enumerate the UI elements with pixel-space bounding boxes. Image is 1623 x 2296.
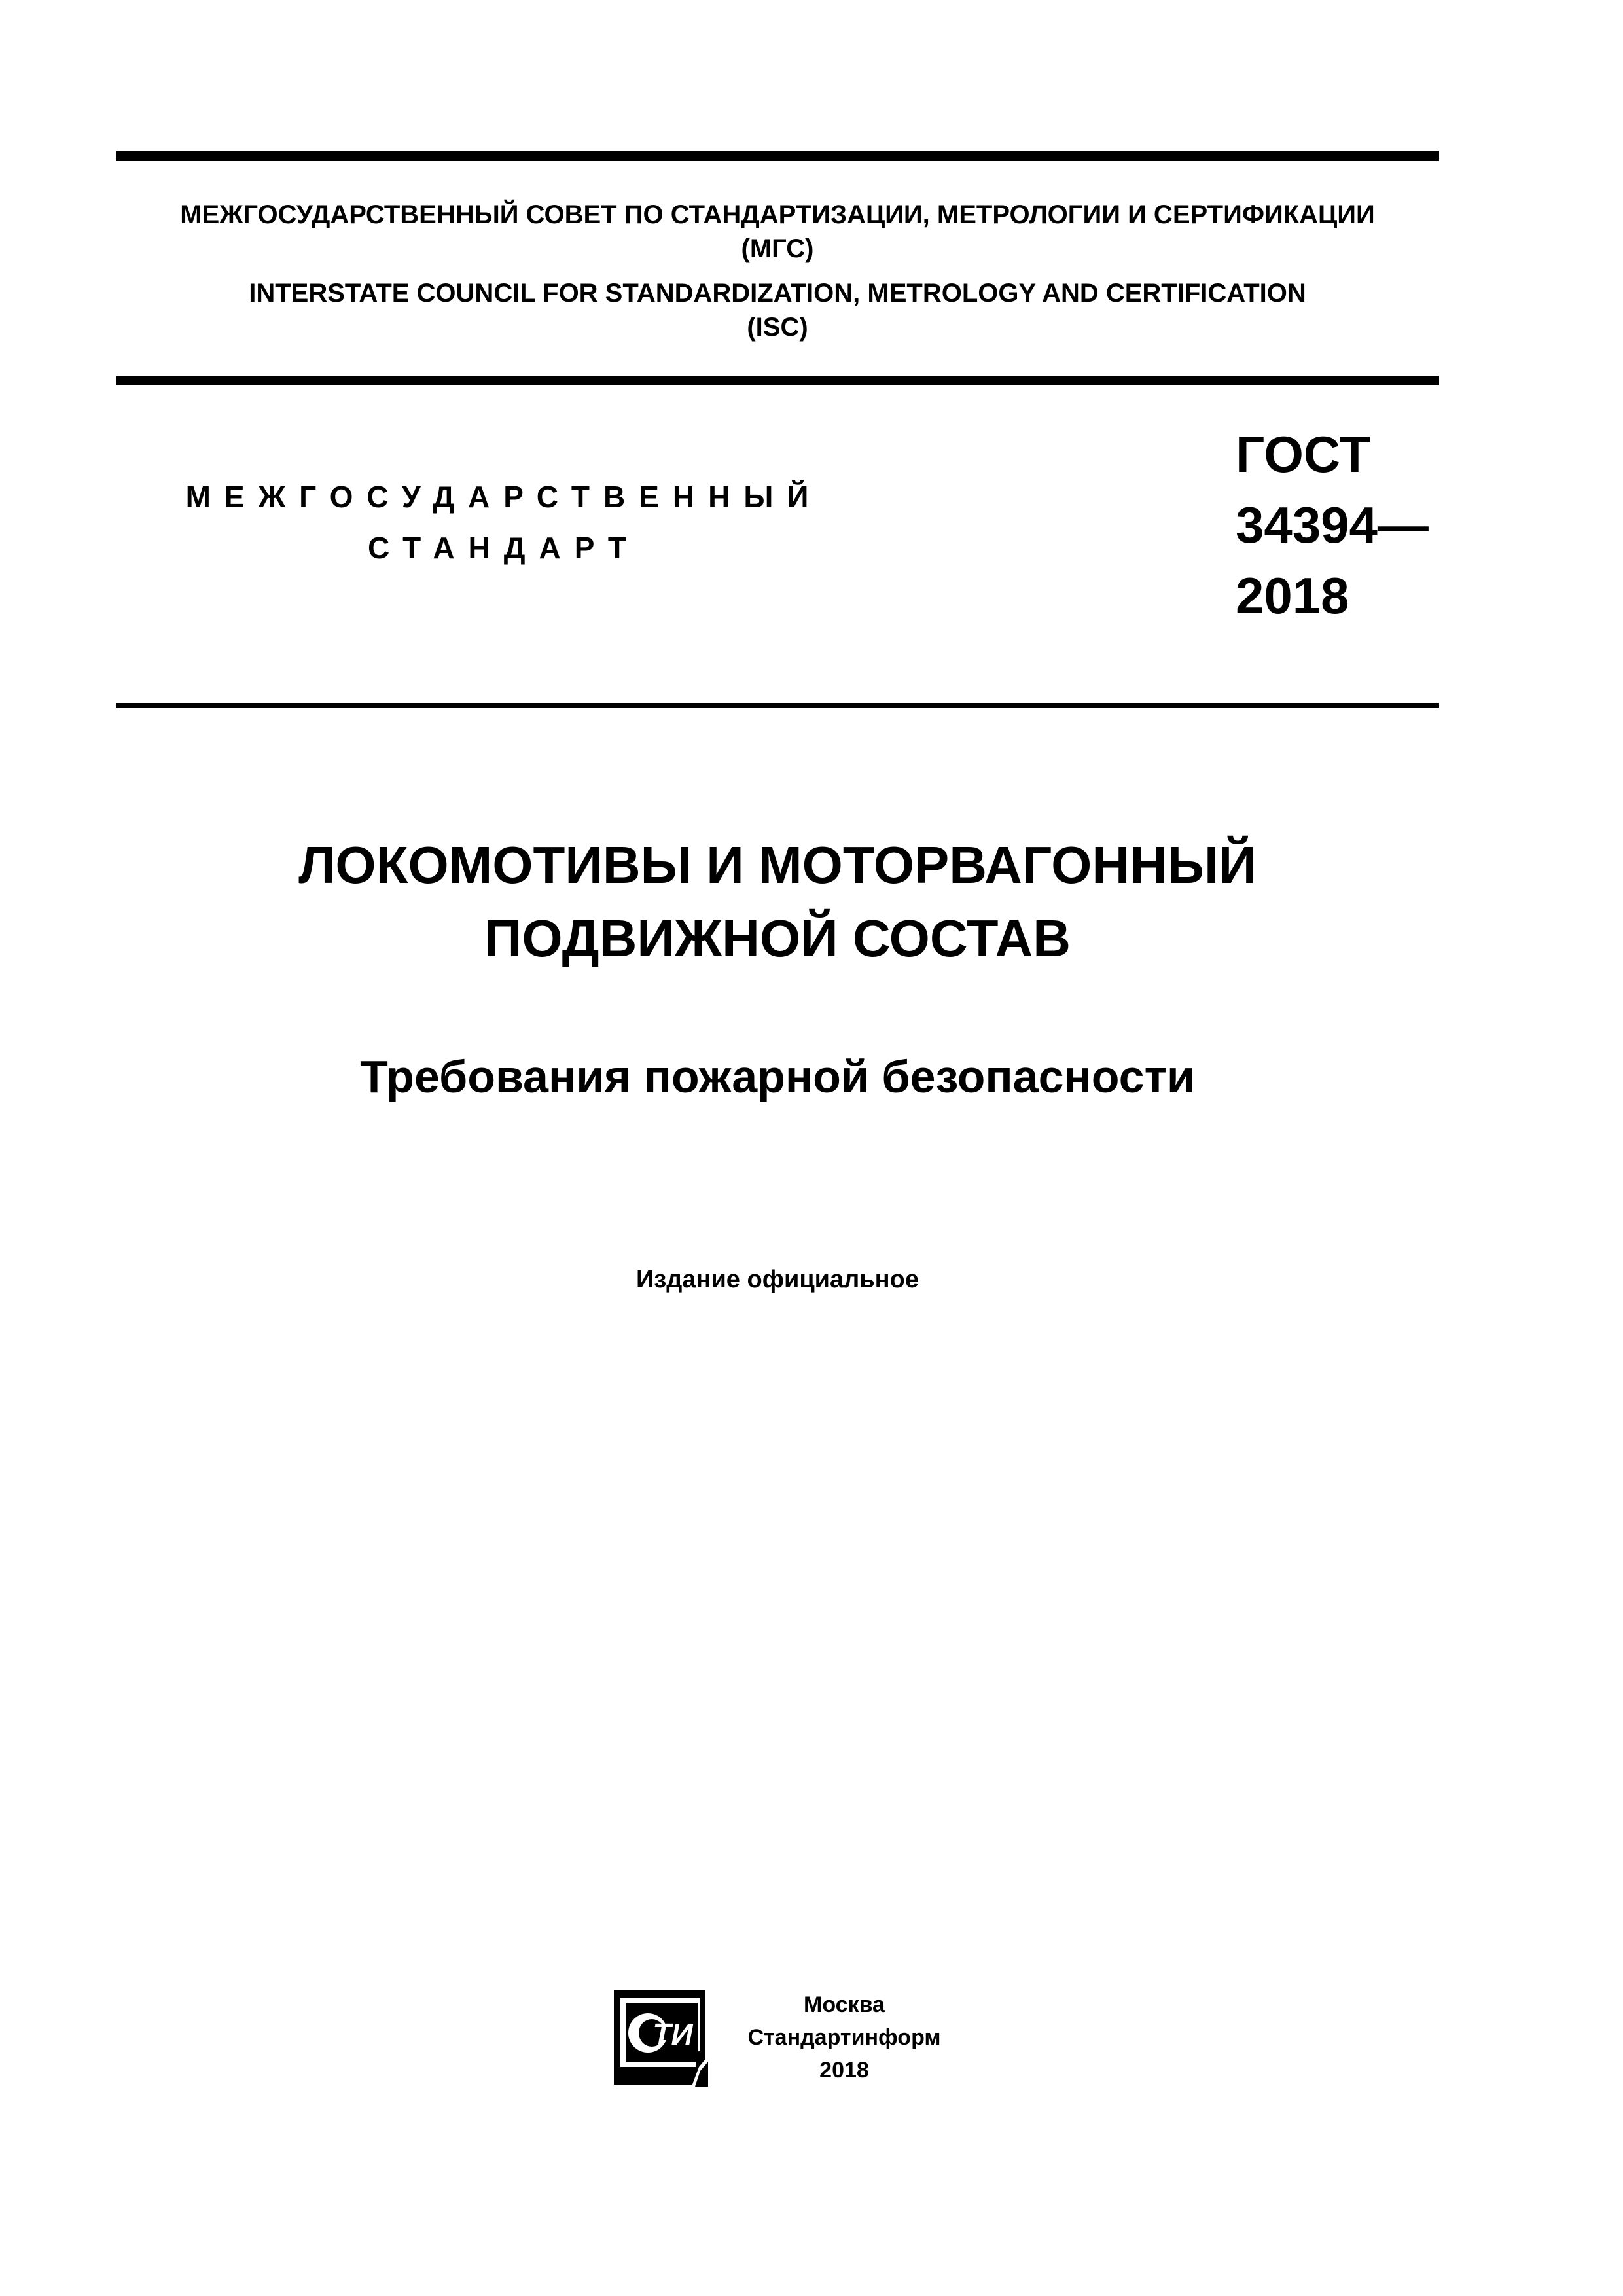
document-title-line2: ПОДВИЖНОЙ СОСТАВ [484,909,1071,967]
standard-number: 34394— [1236,496,1429,554]
document-title-line1: ЛОКОМОТИВЫ И МОТОРВАГОННЫЙ [298,836,1257,894]
middle-rule [116,376,1439,385]
publisher-city: Москва [804,1992,885,2017]
edition-note: Издание официальное [636,1266,919,1293]
standard-kind [177,471,831,573]
standard-designation: ГОСТ [1236,425,1370,483]
publisher-name: Стандартинформ [747,2025,941,2050]
standard-kind-line1: МЕЖГОСУДАРСТВЕННЫЙ [185,480,823,514]
lower-rule [116,703,1439,708]
council-name-ru [116,198,1439,266]
council-name-ru-line1: МЕЖГОСУДАРСТВЕННЫЙ СОВЕТ ПО СТАНДАРТИЗАЦИИ, МЕТРОЛОГИИ И СЕРТИФИКАЦИИ [180,200,1375,229]
document-subtitle: Требования пожарной безопасности [360,1051,1195,1102]
publisher-imprint [720,1988,969,2087]
standard-designation-block [1236,419,1429,631]
standartinform-logo-icon [614,1990,709,2088]
council-abbr-ru: (МГС) [741,234,814,263]
top-rule [116,151,1439,161]
publisher-year: 2018 [819,2058,869,2083]
document-title [116,829,1439,975]
standard-kind-line2: СТАНДАРТ [368,531,640,565]
council-abbr-en: (ISC) [747,313,808,342]
council-name-en-line1: INTERSTATE COUNCIL FOR STANDARDIZATION, METROLOGY AND CERTIFICATION [249,279,1306,308]
council-name-en [116,276,1439,344]
logo-lettering: ТИ [652,2017,693,2051]
standard-year: 2018 [1236,567,1349,624]
